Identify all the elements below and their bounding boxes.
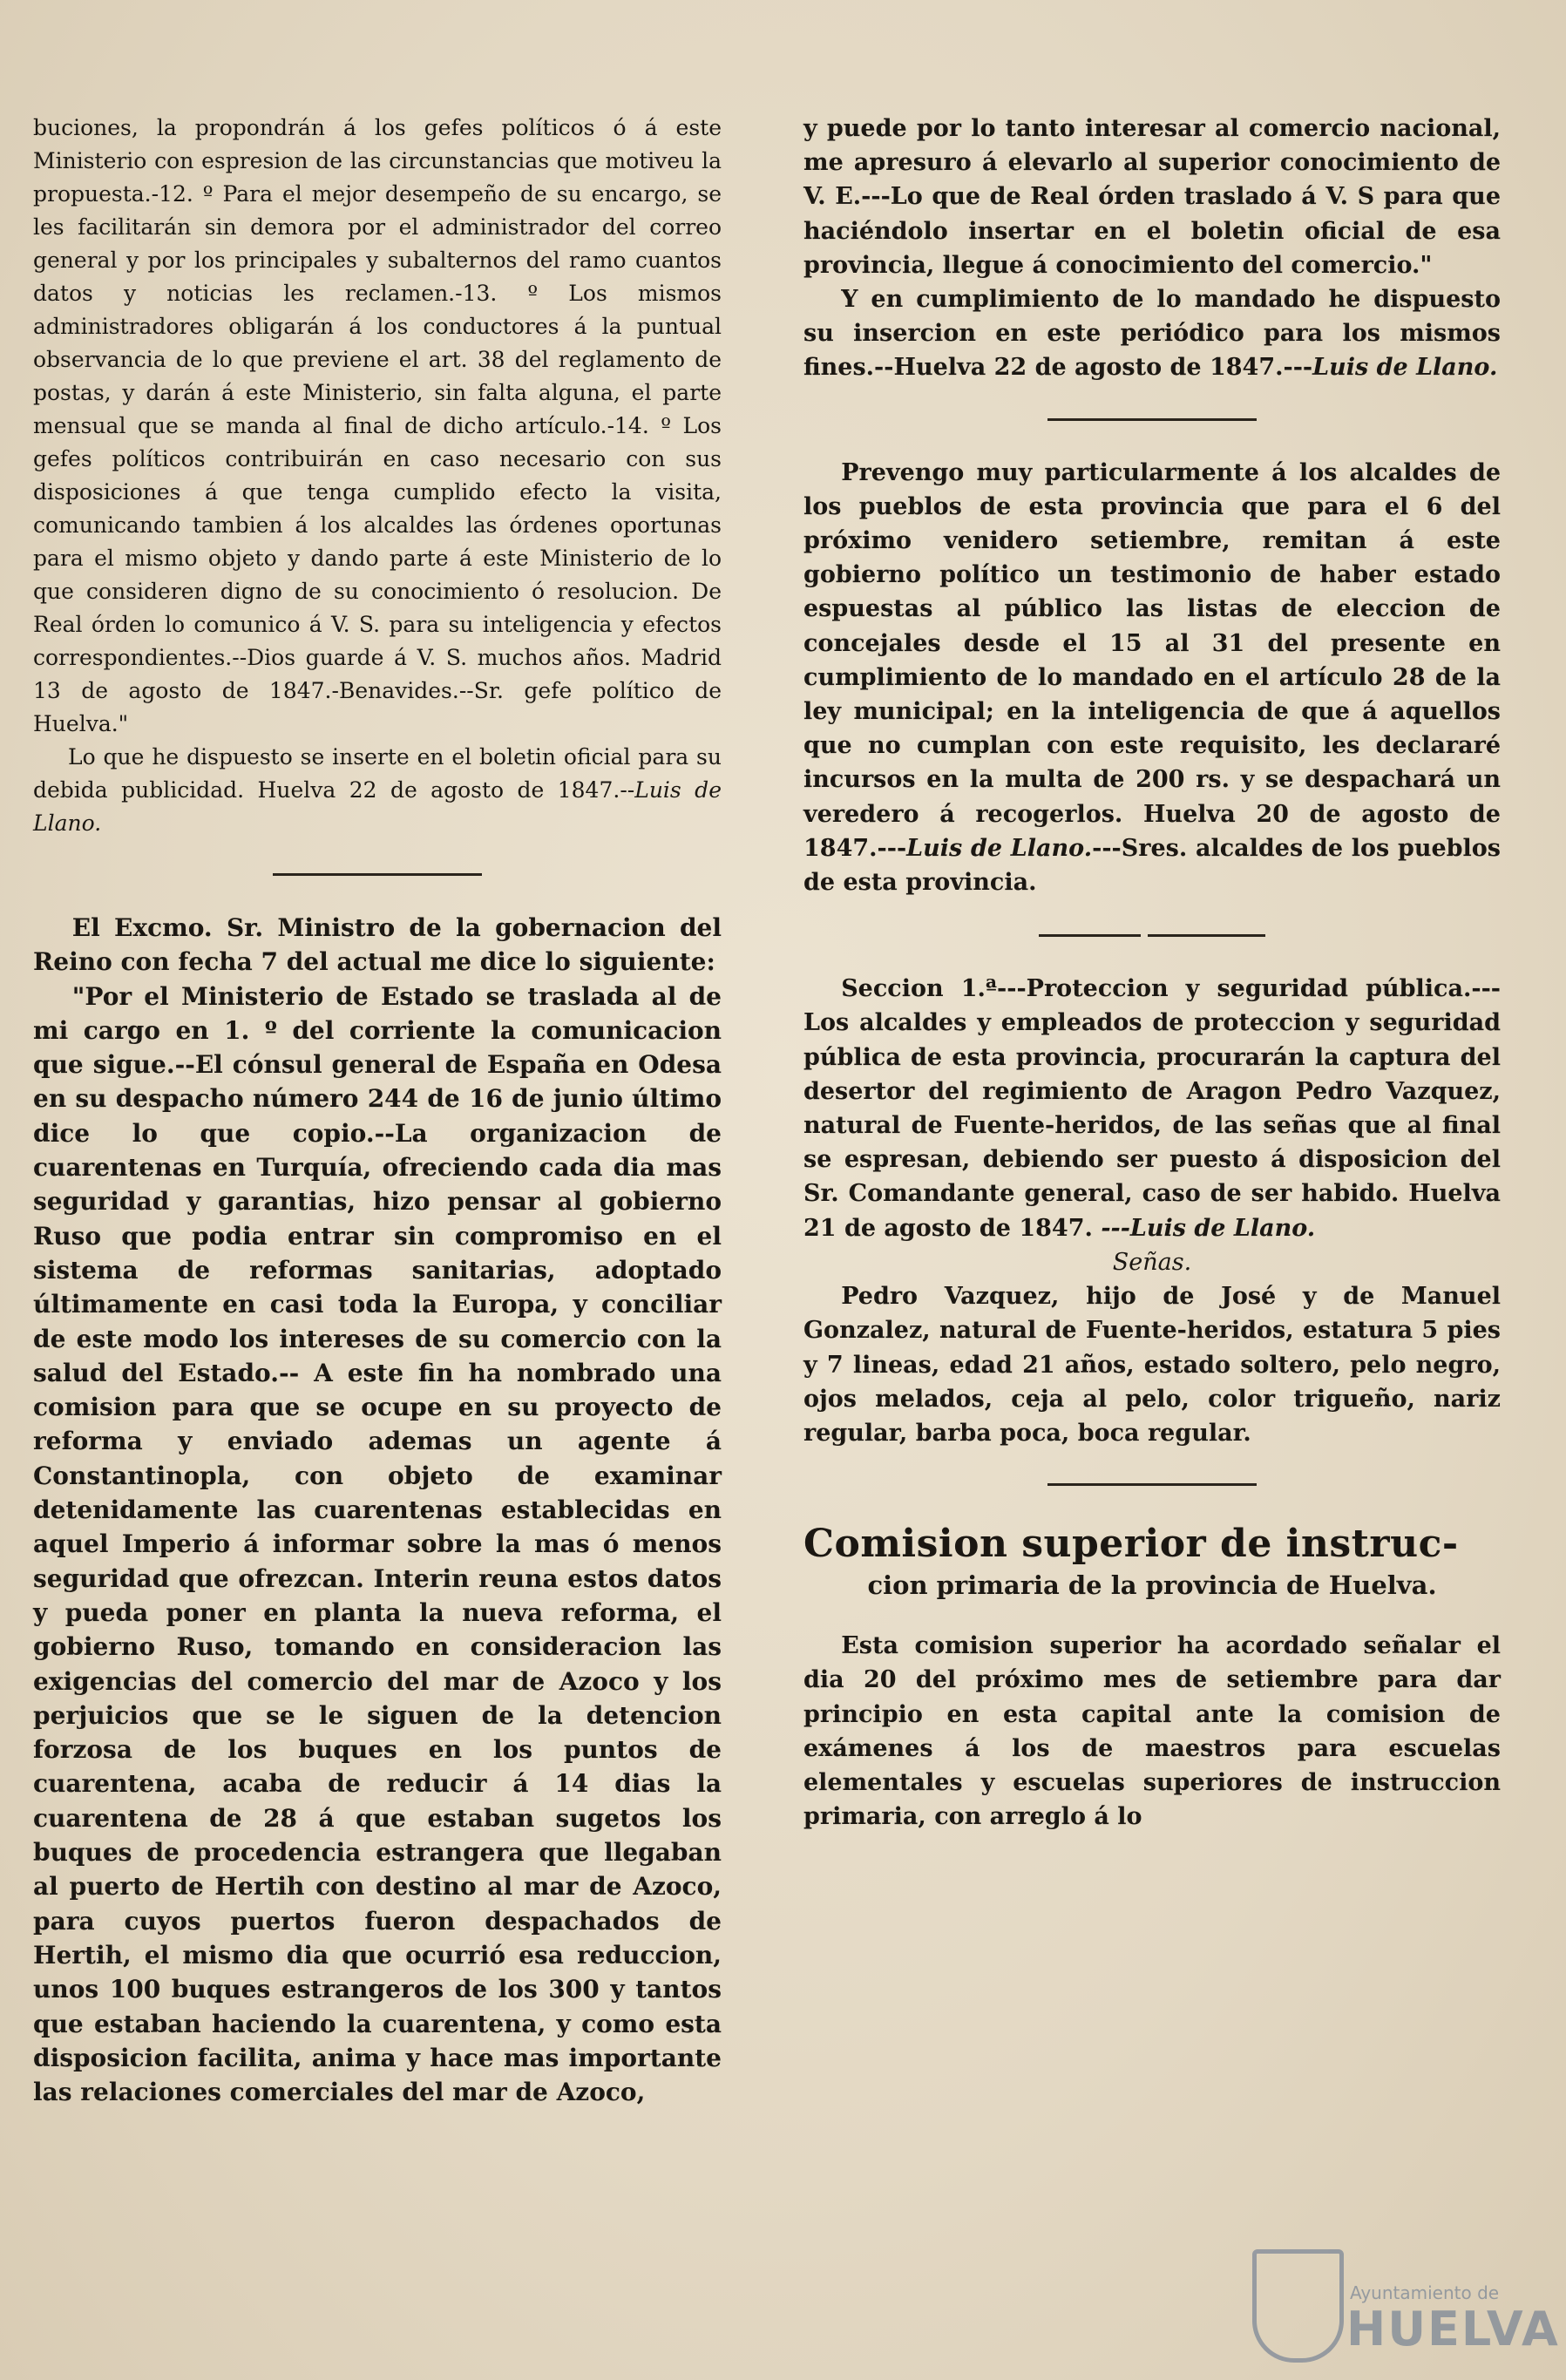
watermark-big-text: HUELVA: [1346, 2302, 1560, 2356]
decree-continuation: buciones, la propondrán á los gefes políticos ó á este Ministerio con espresion de las circunstancias que motiveu la propuesta.-12. º Para el mejor desempeño de su encargo, se les facilitarán sin demora por el administrador del correo general y por los principales y subalternos del ramo cuantos datos y noticias les reclamen.-13. º Los mismos administradores obligarán á los conductores á la puntual observancia de lo que previene el art. 38 del reglamento de postas, y darán á este Ministerio, sin falta alguna, el parte mensual que se manda al final de dicho artículo.-14. º Los gefes políticos contribuirán en caso necesario con sus disposiciones á que tenga cumplido efecto la visita, comunicando tambien á los alcaldes las órdenes oportunas para el mismo objeto y dando parte á este Ministerio de lo que consideren digno de su conocimiento ó resolucion. De Real órden lo comunico á V. S. para su inteligencia y efectos correspondientes.--Dios guarde á V. S. muchos años. Madrid 13 de agosto de 1847.-Benavides.--Sr. gefe político de Huelva.": [33, 115, 722, 736]
section-heading: Comision superior de instruc-: [803, 1522, 1459, 1567]
commission-notice: Esta comision superior ha acordado señalar el dia 20 del próximo mes de setiembre para dar principio en esta capital ante la comision de exámenes á los de maestros para escuelas elementales y escuelas superiores de instruccion primaria, con arreglo á lo: [803, 1632, 1501, 1831]
signature: Luis de Llano.: [1312, 354, 1498, 382]
senas-title: Señas.: [1112, 1248, 1192, 1276]
signature: ---Luis de Llano.: [1101, 1214, 1316, 1242]
section-subheading: cion primaria de la provincia de Huelva.: [867, 1570, 1437, 1601]
insertion-note: Lo que he dispuesto se inserte en el boletin oficial para su debida publicidad. Huelva 22 de agosto de 1847.--Luis de Llano.: [33, 744, 722, 836]
separator-rule: [1039, 934, 1265, 937]
separator-rule: [1047, 418, 1257, 421]
left-column: [33, 112, 722, 2109]
quarantine-communication: "Por el Ministerio de Estado se traslada al de mi cargo en 1. º del corriente la comunicacion que sigue.--El cónsul general de España en Odesa en su despacho número 244 de 16 de junio último dice lo que copio.--La organizacion de cuarentenas en Turquía, ofreciendo cada dia mas seguridad y garantias, hizo pensar al gobierno Ruso que podia entrar sin compromiso en el sistema de reformas sanitarias, adoptado últimamente en casi toda la Europa, y conciliar de este modo los intereses de su comercio con la salud del Estado.-- A este fin ha nombrado una comision para que se ocupe en su proyecto de reforma y enviado ademas un agente á Constantinopla, con objeto de examinar detenidamente las cuarentenas establecidas en aquel Imperio á informar sobre la mas ó menos seguridad que ofrezcan. Interin reuna estos datos y pueda poner en planta la nueva reforma, el gobierno Ruso, tomando en consideracion las exigencias del comercio del mar de Azoco y los perjuicios que se le siguen de la detencion forzosa de los buques en los puntos de cuarentena, acaba de reducir á 14 dias la cuarentena de 28 á que estaban sugetos los buques de procedencia estrangera que llegaban al puerto de Hertih con destino al mar de Azoco, para cuyos puertos fueron despachados de Hertih, el mismo dia que ocurrió esa reduccion, unos 100 buques estrangeros de los 300 y tantos que estaban haciendo la cuarentena, y como esta disposicion facilita, anima y hace mas importante las relaciones comerciales del mar de Azoco,: [33, 981, 722, 2107]
alcaldes-notice: Prevengo muy particularmente á los alcaldes de los pueblos de esta provincia que para el 6 del próximo venidero setiembre, remitan á este gobierno político un testimonio de haber estado espuestas al público las listas de eleccion de concejales desde el 15 al 31 del presente en cumplimiento de lo mandado en el artículo 28 de la ley municipal; en la inteligencia de que á aquellos que no cumplan con este requisito, les declararé incursos en la multa de 200 rs. y se despachará un veredero á recogerlos. Huelva 20 de agosto de 1847.---Luis de Llano.---Sres. alcaldes de los pueblos de esta provincia.: [803, 458, 1501, 897]
right-column: [803, 112, 1501, 1834]
separator-rule: [1047, 1483, 1257, 1486]
deserter-description: Pedro Vazquez, hijo de José y de Manuel Gonzalez, natural de Fuente-heridos, estatura 5 pies y 7 lineas, edad 21 años, estado soltero, pelo negro, ojos melados, ceja al pelo, color trigueño, nariz regular, barba poca, boca regular.: [803, 1283, 1501, 1447]
deserter-notice: Seccion 1.ª---Proteccion y seguridad pública.---Los alcaldes y empleados de proteccion y seguridad pública de esta provincia, procurarán la captura del desertor del regimiento de Aragon Pedro Vazquez, natural de Fuente-heridos, de las señas que al final se espresan, debiendo ser puesto á disposicion del Sr. Comandante general, caso de ser habido. Huelva 21 de agosto de 1847. ---Luis de Llano.: [803, 975, 1501, 1242]
minister-intro: El Excmo. Sr. Ministro de la gobernacion del Reino con fecha 7 del actual me dice lo siguiente:: [33, 913, 722, 977]
insertion-note-right: Y en cumplimiento de lo mandado he dispuesto su insercion en este periódico para los mismos fines.--Huelva 22 de agosto de 1847.---Luis de Llano.: [803, 286, 1501, 382]
signature: Luis de Llano.: [906, 834, 1093, 862]
watermark-small-text: Ayuntamiento de: [1350, 2282, 1500, 2303]
separator-rule: [273, 873, 482, 876]
signature: Luis de Llano.: [33, 777, 722, 836]
commerce-continuation: y puede por lo tanto interesar al comercio nacional, me apresuro á elevarlo al superior conocimiento de V. E.---Lo que de Real órden traslado á V. S para que haciéndolo insertar en el boletin oficial de esa provincia, llegue á conocimiento del comercio.": [803, 115, 1501, 279]
shield-icon: [1252, 2249, 1344, 2363]
archive-watermark: [1252, 2232, 1560, 2363]
